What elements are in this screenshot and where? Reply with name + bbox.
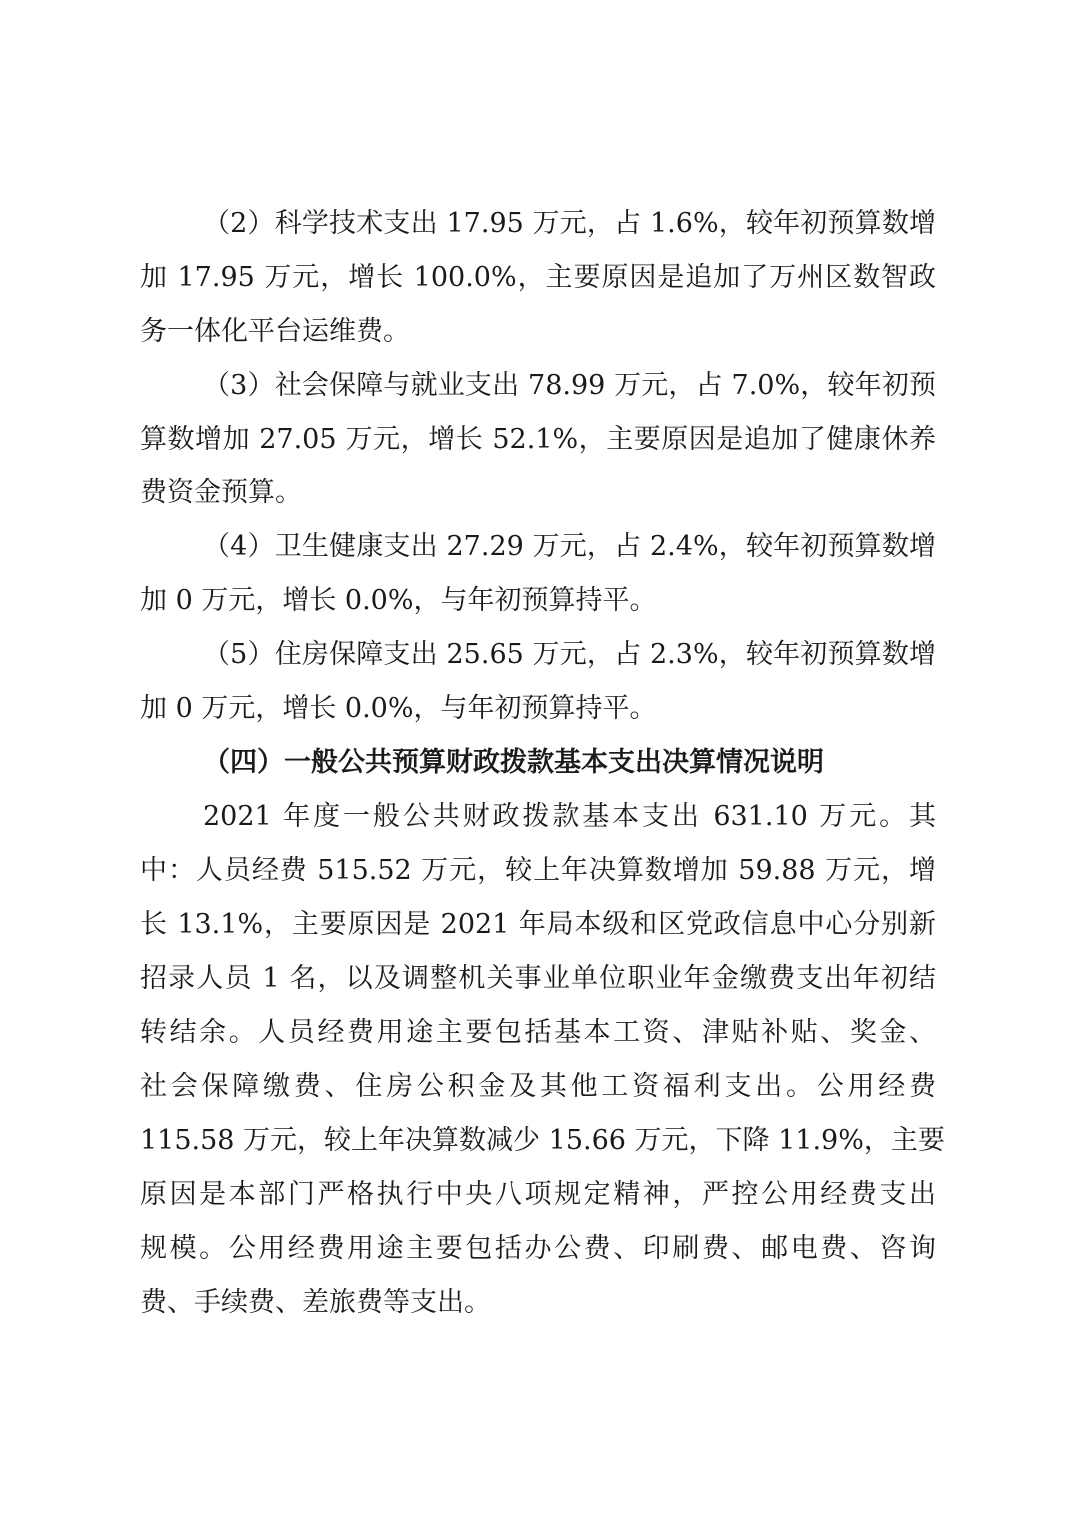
basic-expenditure-line-10: 费、手续费、差旅费等支出。 xyxy=(140,1287,491,1318)
paragraph-3-line-3: 费资金预算。 xyxy=(140,477,302,508)
paragraph-5-line-2: 加 0 万元，增长 0.0%，与年初预算持平。 xyxy=(140,693,657,724)
paragraph-4-line-2: 加 0 万元，增长 0.0%，与年初预算持平。 xyxy=(140,585,657,616)
paragraph-2-line-1: （2）科学技术支出 17.95 万元，占 1.6%，较年初预算数增 xyxy=(203,208,936,239)
basic-expenditure-line-3: 长 13.1%，主要原因是 2021 年局本级和区党政信息中心分别新 xyxy=(140,909,936,940)
paragraph-2-line-2: 加 17.95 万元，增长 100.0%，主要原因是追加了万州区数智政 xyxy=(140,262,936,293)
basic-expenditure-line-9: 规模。公用经费用途主要包括办公费、印刷费、邮电费、咨询 xyxy=(140,1233,936,1264)
basic-expenditure-line-8: 原因是本部门严格执行中央八项规定精神，严控公用经费支出 xyxy=(140,1179,936,1210)
paragraph-2-line-3: 务一体化平台运维费。 xyxy=(140,316,410,347)
basic-expenditure-line-1: 2021 年度一般公共财政拨款基本支出 631.10 万元。其 xyxy=(203,801,936,832)
paragraph-4-line-1: （4）卫生健康支出 27.29 万元，占 2.4%，较年初预算数增 xyxy=(203,531,936,562)
section-heading: （四）一般公共预算财政拨款基本支出决算情况说明 xyxy=(203,747,824,778)
paragraph-3-line-2: 算数增加 27.05 万元，增长 52.1%，主要原因是追加了健康休养 xyxy=(140,424,936,455)
paragraph-3-line-1: （3）社会保障与就业支出 78.99 万元，占 7.0%，较年初预 xyxy=(203,370,936,401)
basic-expenditure-line-6: 社会保障缴费、住房公积金及其他工资福利支出。公用经费 xyxy=(140,1071,936,1102)
paragraph-5-line-1: （5）住房保障支出 25.65 万元，占 2.3%，较年初预算数增 xyxy=(203,639,936,670)
basic-expenditure-line-4: 招录人员 1 名，以及调整机关事业单位职业年金缴费支出年初结 xyxy=(140,963,936,994)
basic-expenditure-line-7: 115.58 万元，较上年决算数减少 15.66 万元，下降 11.9%，主要 xyxy=(140,1125,945,1156)
basic-expenditure-line-5: 转结余。人员经费用途主要包括基本工资、津贴补贴、奖金、 xyxy=(140,1017,936,1048)
basic-expenditure-line-2: 中：人员经费 515.52 万元，较上年决算数增加 59.88 万元，增 xyxy=(140,855,936,886)
